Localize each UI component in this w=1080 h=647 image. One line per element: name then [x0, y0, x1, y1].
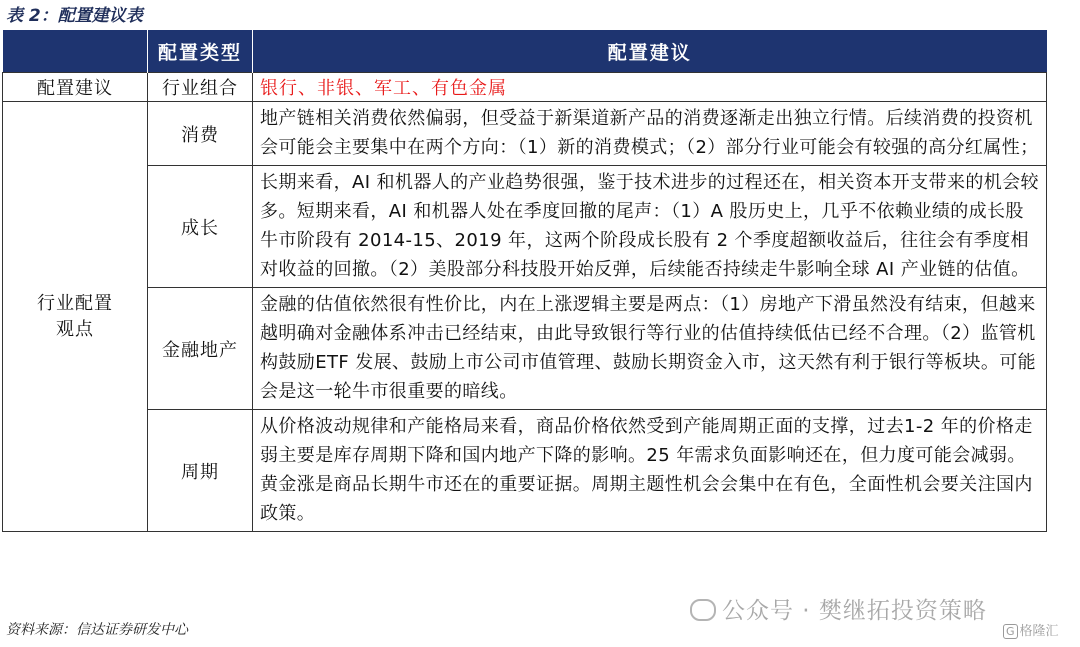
type-cell: 周期 — [148, 410, 253, 532]
header-blank — [3, 30, 148, 73]
type-cell: 金融地产 — [148, 288, 253, 410]
type-cell: 行业组合 — [148, 73, 253, 102]
industry-group-label-line2: 观点 — [56, 318, 94, 340]
table-row — [3, 288, 1047, 410]
industry-group-label-line1: 行业配置 — [37, 292, 113, 314]
watermark-text: 公众号 · 樊继拓投资策略 — [722, 598, 987, 624]
watermark — [690, 592, 987, 625]
table-row — [3, 166, 1047, 288]
source-note: 资料来源：信达证券研发中心 — [6, 622, 188, 638]
wechat-icon — [690, 599, 716, 621]
group-cell: 配置建议 — [3, 73, 148, 102]
combo-value-cell: 银行、非银、军工、有色金属 — [253, 73, 1047, 102]
suggestion-cell: 从价格波动规律和产能格局来看，商品价格依然受到产能周期正面的支撑，过去1-2 年的价格走弱主要是库存周期下降和国内地产下降的影响。25 年需求负面影响还在，但力度可能会减弱。黄金涨是商品长期牛市还在的重要证据。周期主题性机会会集中在有色，全面性机会要关注国内政策。 — [253, 410, 1047, 532]
header-type: 配置类型 — [148, 30, 253, 73]
header-suggestion: 配置建议 — [253, 30, 1047, 73]
allocation-table — [2, 30, 1047, 532]
table-caption: 表 2：配置建议表 — [6, 6, 143, 26]
logo-box: G — [1003, 624, 1018, 639]
logo-text: 格隆汇 — [1019, 624, 1059, 639]
type-cell: 消费 — [148, 102, 253, 166]
suggestion-cell: 地产链相关消费依然偏弱，但受益于新渠道新产品的消费逐渐走出独立行情。后续消费的投资机会可能会主要集中在两个方向：（1）新的消费模式；（2）部分行业可能会有较强的高分红属性； — [253, 102, 1047, 166]
suggestion-cell: 金融的估值依然很有性价比，内在上涨逻辑主要是两点：（1）房地产下滑虽然没有结束，但越来越明确对金融体系冲击已经结束，由此导致银行等行业的估值持续低估已经不合理。（2）监管机构鼓励ETF 发展、鼓励上市公司市值管理、鼓励长期资金入市，这天然有利于银行等板块。可能会是这一轮牛市很重要的暗线。 — [253, 288, 1047, 410]
table-row-combo — [3, 73, 1047, 102]
table-row — [3, 102, 1047, 166]
suggestion-cell: 长期来看，AI 和机器人的产业趋势很强，鉴于技术进步的过程还在，相关资本开支带来的机会较多。短期来看，AI 和机器人处在季度回撤的尾声：（1）A 股历史上，几乎不依赖业绩的成长股牛市阶段有 2014-15、2019 年，这两个阶段成长股有 2 个季度超额收益后，往往会有季度相对收益的回撤。（2）美股部分科技股开始反弹，后续能否持续走牛影响全球 AI 产业链的估值。 — [253, 166, 1047, 288]
table-row — [3, 410, 1047, 532]
brand-logo — [1003, 620, 1059, 639]
type-cell: 成长 — [148, 166, 253, 288]
table-header-row — [3, 30, 1047, 73]
industry-group-cell — [3, 102, 148, 532]
